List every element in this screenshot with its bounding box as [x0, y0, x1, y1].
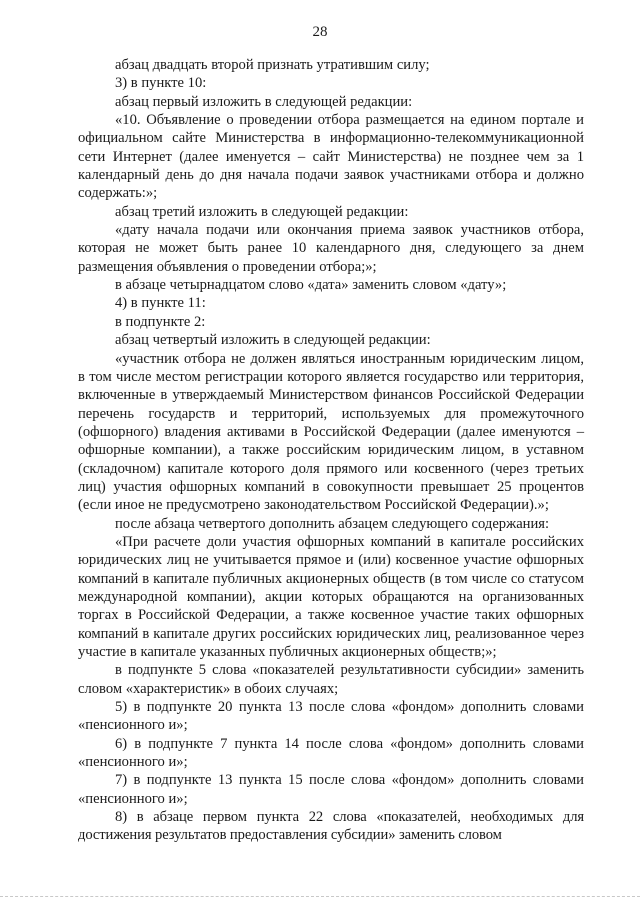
paragraph: после абзаца четвертого дополнить абзацем следующего содержания:: [115, 515, 550, 532]
paragraph: абзац первый изложить в следующей редакции:: [115, 93, 413, 110]
paragraph: «10. Объявление о проведении отбора размещается на едином портале и официальном сайте Министерства в информационно-телекоммуникационной сети Интернет (далее именуется – сайт Министерства) не позднее чем за 1 календарный день до дня начала подачи заявок участниками отбора и должно содержать:»;: [78, 112, 584, 202]
paragraph: в подпункте 5 слова «показателей результативности субсидии» заменить словом «характеристик» в обоих случаях;: [78, 662, 584, 697]
paragraph: в подпункте 2:: [115, 313, 206, 330]
page-number: 28: [312, 24, 328, 40]
paragraph: абзац третий изложить в следующей редакции:: [115, 203, 409, 220]
paragraph: в абзаце четырнадцатом слово «дата» заменить словом «дату»;: [115, 277, 507, 294]
paragraph: «При расчете доли участия офшорных компаний в капитале российских юридических лиц не учитывается прямое и (или) косвенное участие офшорных компаний в капитале публичных акционерных обществ (в том числе со статусом международной компании), акции которых обращаются на организованных торгах в Российской Федерации, а также косвенное участие таких офшорных компаний в капитале других российских юридических лиц, реализованное через участие в капитале указанных публичных акционерных обществ;»;: [78, 533, 584, 660]
paragraph: 5) в подпункте 20 пункта 13 после слова «фондом» дополнить словами «пенсионного и»;: [78, 699, 584, 734]
paragraph: 4) в пункте 11:: [115, 295, 206, 312]
paragraph: 7) в подпункте 13 пункта 15 после слова «фондом» дополнить словами «пенсионного и»;: [78, 772, 584, 807]
paragraph: 6) в подпункте 7 пункта 14 после слова «фондом» дополнить словами «пенсионного и»;: [78, 735, 584, 771]
document-body: [78, 56, 584, 845]
paragraph: 3) в пункте 10:: [115, 75, 207, 92]
paragraph: 8) в абзаце первом пункта 22 слова «показателей, необходимых для достижения результатов предоставления субсидии» заменить словом: [78, 809, 584, 844]
paragraph: «участник отбора не должен являться иностранным юридическим лицом, в том числе местом регистрации которого является государство или территория, включенные в утверждаемый Министерством финансов Российской Федерации перечень государств и территорий, используемых для промежуточного (офшорного) владения активами в Российской Федерации (далее именуются – офшорные компании), а также российским юридическим лицом, в уставном (складочном) капитале которого доля прямого или косвенного (через третьих лиц) участия офшорных компаний в совокупности превышает 25 процентов (если иное не предусмотрено законодательством Российской Федерации).»;: [78, 350, 584, 514]
paragraph: абзац двадцать второй признать утратившим силу;: [115, 57, 430, 73]
paragraph: «дату начала подачи или окончания приема заявок участников отбора, которая не может быть ранее 10 календарного дня, следующего за днем размещения объявления о проведении отбора;»;: [78, 222, 584, 275]
paragraph: абзац четвертый изложить в следующей редакции:: [115, 332, 431, 349]
page-bottom-rule: [0, 896, 640, 897]
